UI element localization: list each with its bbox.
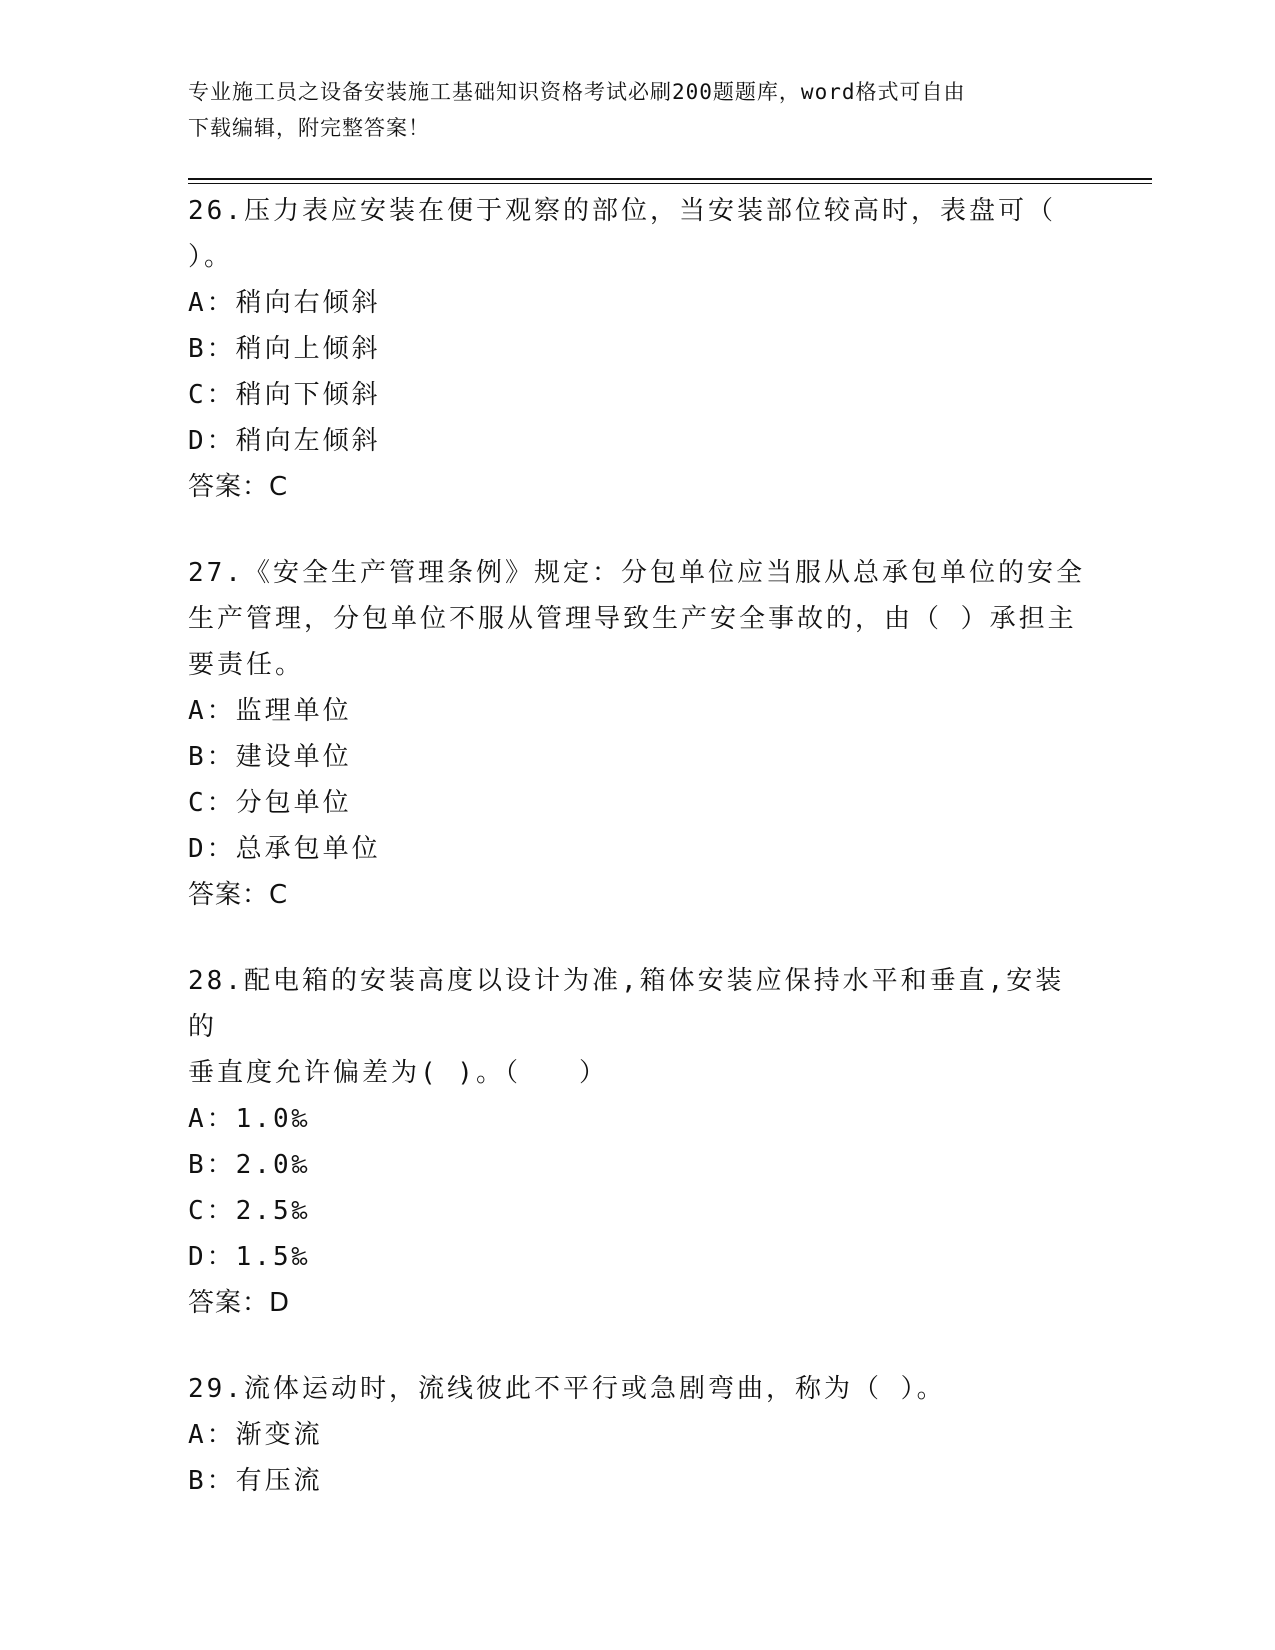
question-26 <box>188 188 1088 510</box>
answer-line: 答案：C <box>188 472 289 502</box>
stem-line: 垂直度允许偏差为( )。（ ） <box>188 1058 608 1088</box>
question-28 <box>188 958 1088 1326</box>
option-a: A：1.0‰ <box>188 1104 311 1134</box>
header-line-1: 专业施工员之设备安装施工基础知识资格考试必刷200题题库，word格式可自由 <box>188 80 966 104</box>
option-b: B：2.0‰ <box>188 1150 311 1180</box>
option-c: C：分包单位 <box>188 788 352 818</box>
question-stem <box>188 550 1088 688</box>
question-stem <box>188 1366 1088 1412</box>
stem-line: ）。 <box>188 242 234 272</box>
stem-line: 要责任。 <box>188 650 305 680</box>
option-d: D：总承包单位 <box>188 834 381 864</box>
answer-line: 答案：D <box>188 1288 291 1318</box>
stem-line: 29.流体运动时，流线彼此不平行或急剧弯曲，称为（ ）。 <box>188 1374 946 1404</box>
question-list <box>188 188 1088 1544</box>
header-divider-thick <box>188 178 1152 180</box>
question-stem <box>188 188 1088 280</box>
question-29 <box>188 1366 1088 1504</box>
stem-line: 26.压力表应安装在便于观察的部位，当安装部位较高时，表盘可（ <box>188 196 1056 226</box>
option-c: C：2.5‰ <box>188 1196 311 1226</box>
stem-line: 生产管理，分包单位不服从管理导致生产安全事故的，由（ ）承担主 <box>188 604 1077 634</box>
stem-line: 27.《安全生产管理条例》规定：分包单位应当服从总承包单位的安全 <box>188 558 1085 588</box>
answer-line: 答案：C <box>188 880 289 910</box>
option-b: B：有压流 <box>188 1466 323 1496</box>
option-c: C：稍向下倾斜 <box>188 380 381 410</box>
option-a: A：渐变流 <box>188 1420 323 1450</box>
stem-line: 28.配电箱的安装高度以设计为准,箱体安装应保持水平和垂直,安装的 <box>188 966 1065 1042</box>
option-b: B：建设单位 <box>188 742 352 772</box>
header-line-2: 下载编辑，附完整答案！ <box>188 116 430 140</box>
option-a: A：稍向右倾斜 <box>188 288 381 318</box>
option-a: A：监理单位 <box>188 696 352 726</box>
question-stem <box>188 958 1088 1096</box>
option-d: D：稍向左倾斜 <box>188 426 381 456</box>
question-27 <box>188 550 1088 918</box>
option-b: B：稍向上倾斜 <box>188 334 381 364</box>
header-divider-thin <box>188 183 1152 184</box>
option-d: D：1.5‰ <box>188 1242 311 1272</box>
document-header <box>188 74 1068 146</box>
